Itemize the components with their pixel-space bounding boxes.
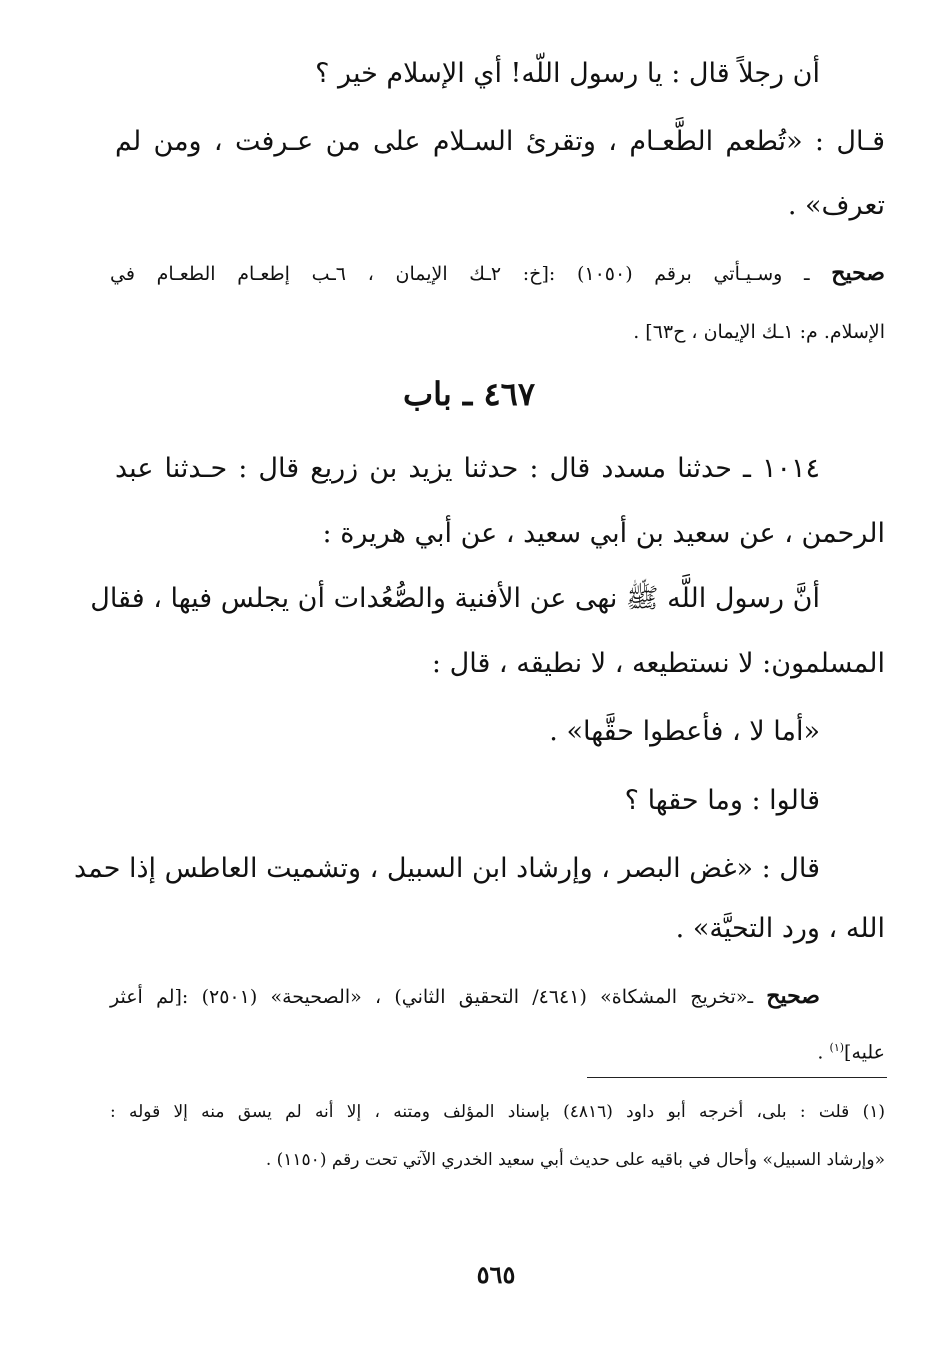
hadith-text-line: الرحمن ، عن سعيد بن أبي سعيد ، عن أبي هريرة : (322, 518, 885, 549)
grade-label: صحيح (766, 983, 820, 1009)
grade-reference: عليه] (844, 1041, 885, 1064)
page-number: ٥٦٥ (476, 1260, 516, 1289)
grading-line (110, 985, 820, 1007)
hadith-text-line: أن رجلاً قال : يا رسول اللّه! أي الإسلام خير ؟ (315, 58, 820, 89)
footnote-divider (587, 1077, 887, 1078)
chapter-heading: ٤٦٧ ـ باب (403, 375, 535, 413)
grading-line (817, 1042, 885, 1062)
grading-line (110, 262, 885, 284)
grading-line: الإسلام. م: ١ـك الإيمان ، ح٦٣] . (633, 321, 885, 343)
hadith-text-line: الله ، ورد التحيَّة» . (675, 913, 885, 944)
hadith-text-line: قالوا : وما حقها ؟ (624, 785, 820, 816)
grade-reference: ـ«تخريج المشكاة» (٤٦٤١/ التحقيق الثاني) ، «الصحيحة» (٢٥٠١) :[لم أعثر (110, 986, 767, 1008)
hadith-text-line: تعرف» . (787, 190, 885, 221)
grade-label: صحيح (831, 260, 885, 286)
hadith-text-line: قال : «غض البصر ، وإرشاد ابن السبيل ، وتشميت العاطس إذا حمد (73, 853, 820, 884)
hadith-text-line: قـال : «تُطعم الطَّعـام ، وتقرئ السـلام على من عـرفت ، ومن لم (115, 126, 885, 157)
footnote-line: (١) قلت : بلى، أخرجه أبو داود (٤٨١٦) بإسناد المؤلف ومتنه ، إلا أنه لم يسق منه إلا قوله : (110, 1102, 885, 1122)
hadith-text-line: «أما لا ، فأعطوا حقَّها» . (549, 716, 820, 747)
footnote-marker: (١) (829, 1041, 845, 1054)
footnote-line: «وإرشاد السبيل» وأحال في باقيه على حديث أبي سعيد الخدري الآتي تحت رقم (١١٥٠) . (265, 1150, 885, 1170)
grade-reference: . (817, 1041, 830, 1064)
hadith-text-line: أنَّ رسول اللَّه ﷺ نهى عن الأفنية والصُّعُدات أن يجلس فيها ، فقال (90, 583, 820, 614)
grade-reference: ـ وسـيـأتي برقم (١٠٥٠) :[خ: ٢ـك الإيمان ، ٦ـب إطعـام الطعـام في (110, 263, 832, 285)
hadith-text-line: ١٠١٤ ـ حدثنا مسدد قال : حدثنا يزيد بن زريع قال : حـدثنا عبد (115, 453, 820, 484)
hadith-text-line: المسلمون: لا نستطيعه ، لا نطيقه ، قال : (431, 648, 885, 679)
